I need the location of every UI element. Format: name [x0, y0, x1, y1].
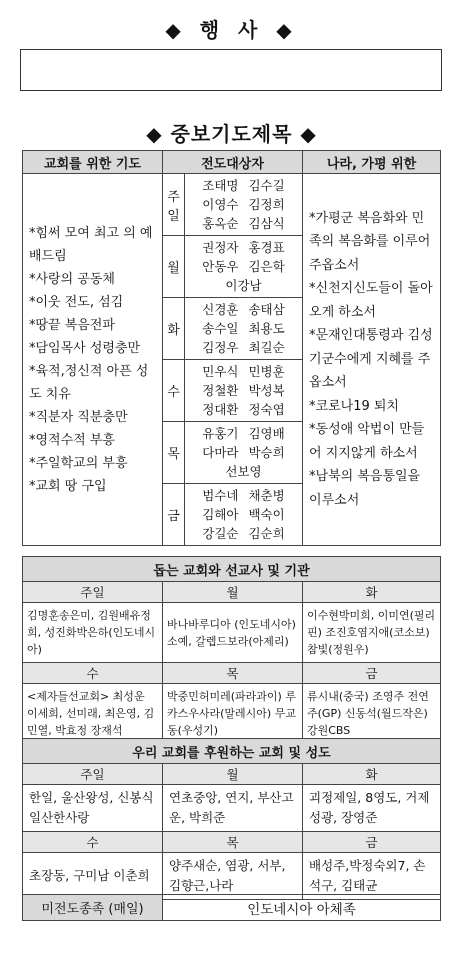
name-line: 김정우 최길순	[202, 340, 285, 355]
missions-title: 돕는 교회와 선교사 및 기관	[23, 557, 441, 582]
name-line: 권정자 홍경표	[202, 240, 285, 255]
day-label: 화	[163, 298, 185, 360]
list-item: *육적,정신적 아픈 성도 치유	[29, 363, 149, 402]
name-line: 홍옥순 김삼식	[202, 216, 285, 231]
evangelism-names	[185, 174, 303, 236]
supporters-entry: 초장동, 구미남 이춘희	[23, 853, 163, 900]
name-line: 송수일 최용도	[202, 321, 285, 336]
name-line: 신경훈 송태삼	[202, 302, 285, 317]
evangelism-names	[185, 360, 303, 422]
evangelism-names	[185, 298, 303, 360]
name-line: 범수네 채춘병	[202, 488, 285, 503]
list-item: *영적수적 부흥	[29, 432, 115, 448]
supporters-entry: 양주새순, 염광, 서부, 김향근,나라	[163, 853, 303, 900]
supporters-entry: 괴정제일, 8영도, 거제성광, 장영준	[303, 785, 441, 832]
events-title: ◆ 행 사 ◆	[165, 18, 298, 42]
day-label: 목	[163, 422, 185, 484]
supporters-day: 목	[163, 832, 303, 853]
missions-day: 주일	[23, 582, 163, 603]
list-item: *코로나19 퇴치	[309, 398, 399, 414]
unreached-label: 미전도종족 (매일)	[23, 895, 163, 921]
supporters-day: 월	[163, 764, 303, 785]
nation-prayer-list	[303, 174, 441, 546]
missions-day: 목	[163, 663, 303, 684]
name-line: 정대환 정숙엽	[202, 402, 285, 417]
name-line: 김해아 백숙이	[202, 507, 285, 522]
missions-day: 화	[303, 582, 441, 603]
supporters-day: 화	[303, 764, 441, 785]
missions-day: 월	[163, 582, 303, 603]
list-item: *이웃 전도, 섬김	[29, 294, 124, 310]
header-evangelism: 전도대상자	[163, 151, 303, 174]
name-line: 이영수 김정희	[202, 197, 285, 212]
evangelism-names	[185, 484, 303, 546]
missions-entry: 박중민허미레(파라과이) 루카스우사라(말레시아) 무교동(우성기)	[163, 684, 303, 744]
name-line: 유홍기 김영배	[202, 426, 285, 441]
evangelism-names	[185, 236, 303, 298]
missions-day: 수	[23, 663, 163, 684]
supporters-table	[22, 738, 441, 900]
name-line: 조태명 김수길	[202, 178, 285, 193]
list-item: *힘써 모여 최고 의 예배드림	[29, 225, 153, 264]
list-item: *담임목사 성령충만	[29, 340, 141, 356]
header-nation: 나라, 가평 위한	[303, 151, 441, 174]
missions-entry: 바나바루디아 (인도네시아) 소예, 갈렙드보라(아제리)	[163, 603, 303, 663]
missions-table	[22, 556, 441, 744]
name-line: 이강남	[225, 278, 262, 293]
missions-entry: 류시내(중국) 조영주 전연주(GP) 신동석(월드작은) 강원CBS	[303, 684, 441, 744]
church-prayer-list	[23, 174, 163, 546]
events-box	[20, 49, 442, 91]
list-item: *신천지신도들이 돌아오게 하소서	[309, 281, 433, 320]
list-item: *땅끝 복음전파	[29, 317, 115, 333]
day-label: 수	[163, 360, 185, 422]
supporters-entry: 연초중앙, 연지, 부산고운, 박희준	[163, 785, 303, 832]
supporters-entry: 한일, 울산왕성, 신봉식 일산한사랑	[23, 785, 163, 832]
prayer-table	[22, 150, 441, 546]
name-line: 강길순 김순희	[202, 526, 285, 541]
name-line: 안동우 김은학	[202, 259, 285, 274]
header-church: 교회를 위한 기도	[23, 151, 163, 174]
name-line: 다마라 박승희	[202, 445, 285, 460]
missions-day: 금	[303, 663, 441, 684]
unreached-table	[22, 894, 441, 921]
list-item: *주일학교의 부흥	[29, 455, 128, 471]
list-item: *직분자 직분충만	[29, 409, 128, 425]
missions-entry: 김명훈송은미, 김원배유정희, 성진화박은하(인도네시아)	[23, 603, 163, 663]
unreached-value: 인도네시아 아체족	[163, 895, 441, 921]
list-item: *문재인대통령과 김성기군수에게 지혜를 주옵소서	[309, 328, 433, 391]
supporters-day: 주일	[23, 764, 163, 785]
list-item: *남북의 복음통일을 이루소서	[309, 469, 421, 508]
evangelism-names	[185, 422, 303, 484]
name-line: 선보영	[225, 464, 262, 479]
list-item: *교회 땅 구입	[29, 478, 107, 494]
day-label: 월	[163, 236, 185, 298]
supporters-day: 수	[23, 832, 163, 853]
day-label: 주일	[163, 174, 185, 236]
prayer-title: ◆ 중보기도제목 ◆	[146, 122, 317, 146]
list-item: *사랑의 공동체	[29, 271, 115, 287]
list-item: *가평군 복음화와 민족의 복음화를 이루어 주옵소서	[309, 210, 431, 273]
day-label: 금	[163, 484, 185, 546]
supporters-title: 우리 교회를 후원하는 교회 및 성도	[23, 739, 441, 764]
supporters-day: 금	[303, 832, 441, 853]
supporters-entry: 배성주,박정숙외7, 손석구, 김태균	[303, 853, 441, 900]
missions-entry: <제자들선교회> 최성운 이세희, 선미래, 최은영, 김민열, 박효정 장재석	[23, 684, 163, 744]
name-line: 민우식 민병훈	[202, 364, 285, 379]
missions-entry: 이수현박미희, 이미연(필리핀) 조진호염지애(코소보) 참빛(정원우)	[303, 603, 441, 663]
list-item: *동성애 악법이 만들어 지지않게 하소서	[309, 422, 425, 461]
name-line: 정철환 박성복	[202, 383, 285, 398]
